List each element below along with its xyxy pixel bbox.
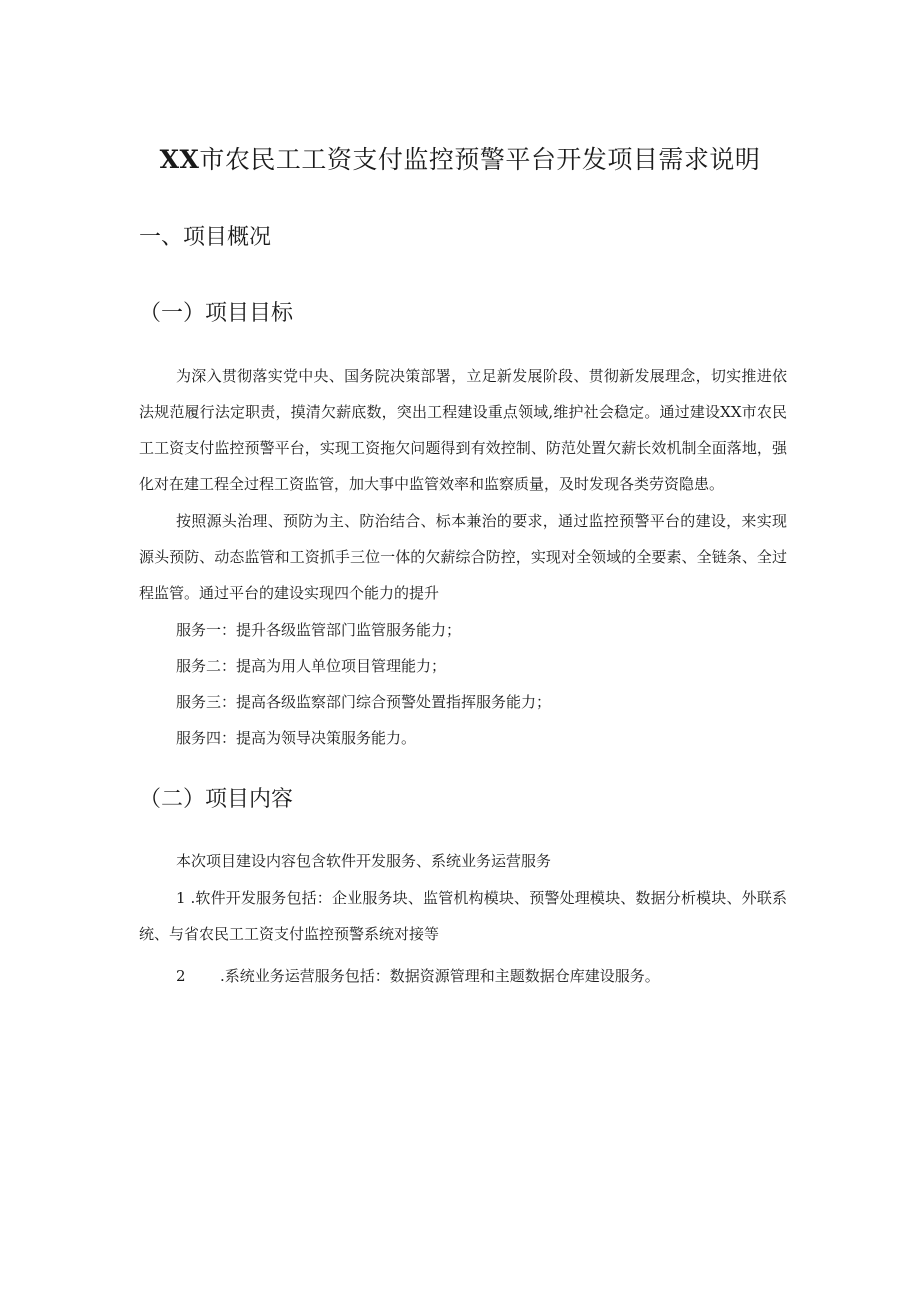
content-item-2-text: .系统业务运营服务包括：数据资源管理和主题数据仓库建设服务。	[220, 967, 660, 985]
service-item-1: 服务一：提升各级监管部门监管服务能力；	[176, 621, 462, 639]
title-prefix: XX	[159, 145, 200, 174]
section-heading-overview: 一、项目概况	[139, 225, 272, 250]
service-item-3: 服务三：提高各级监察部门综合预警处置指挥服务能力；	[176, 693, 552, 711]
subsection-heading-content: （二）项目内容	[139, 787, 294, 812]
service-item-2: 服务二：提高为用人单位项目管理能力；	[176, 657, 447, 675]
service-item-4: 服务四：提高为领导决策服务能力。	[176, 729, 417, 747]
content-item-2-number: 2	[176, 967, 186, 985]
content-item-2	[176, 958, 660, 994]
goals-paragraph-2: 按照源头治理、预防为主、防治结合、标本兼治的要求，通过监控预警平台的建设，来实现源头预防、动态监管和工资抓手三位一体的欠薪综合防控，实现对全领域的全要素、全链条、全过程监管。通过平台的建设实现四个能力的提升	[139, 512, 787, 602]
content-intro: 本次项目建设内容包含软件开发服务、系统业务运营服务	[176, 852, 552, 870]
document-title	[0, 142, 920, 178]
title-text: 市农民工工资支付监控预警平台开发项目需求说明	[199, 145, 761, 174]
content-item-1: 1 .软件开发服务包括：企业服务块、监管机构模块、预警处理模块、数据分析模块、外联系统、与省农民工工资支付监控预警系统对接等	[139, 889, 787, 943]
subsection-heading-goals: （一）项目目标	[139, 301, 294, 326]
goals-paragraph-1: 为深入贯彻落实党中央、国务院决策部署，立足新发展阶段、贯彻新发展理念，切实推进依法规范履行法定职责，摸清欠薪底数，突出工程建设重点领域,维护社会稳定。通过建设XX市农民工工资支付监控预警平台，实现工资拖欠问题得到有效控制、防范处置欠薪长效机制全面落地，强化对在建工程全过程工资监管，加大事中监管效率和监察质量，及时发现各类劳资隐患。	[139, 367, 787, 493]
